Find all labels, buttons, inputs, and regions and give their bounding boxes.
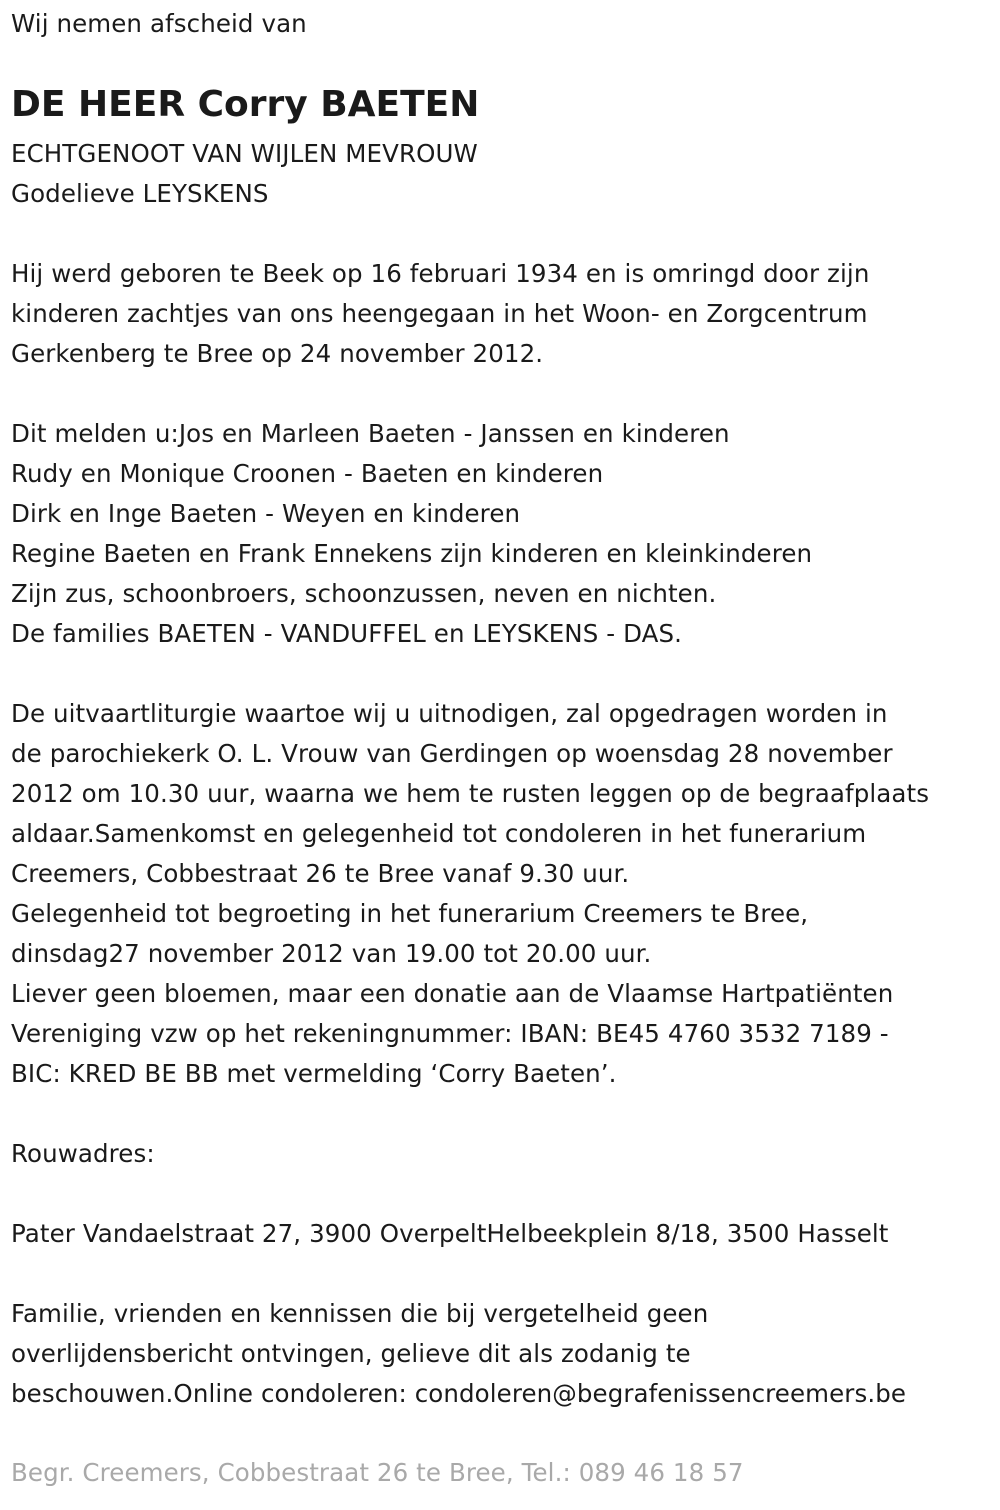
mourning-address: Pater Vandaelstraat 27, 3900 OverpeltHelbeekplein 8/18, 3500 Hasselt xyxy=(11,1219,889,1248)
address-label: Rouwadres: xyxy=(11,1139,155,1168)
funeral-line: Vereniging vzw op het rekeningnummer: IBAN: BE45 4760 3532 7189 - xyxy=(11,1019,889,1048)
funeral-line: de parochiekerk O. L. Vrouw van Gerdingen op woensdag 28 november xyxy=(11,739,893,768)
family-line: Dirk en Inge Baeten - Weyen en kinderen xyxy=(11,499,521,528)
funeral-line: Creemers, Cobbestraat 26 te Bree vanaf 9.30 uur. xyxy=(11,859,630,888)
family-line: Rudy en Monique Croonen - Baeten en kinderen xyxy=(11,459,604,488)
closing-line: overlijdensbericht ontvingen, gelieve dit als zodanig te xyxy=(11,1339,691,1368)
funeral-line: De uitvaartliturgie waartoe wij u uitnodigen, zal opgedragen worden in xyxy=(11,699,888,728)
family-line: De families BAETEN - VANDUFFEL en LEYSKENS - DAS. xyxy=(11,619,683,648)
funeral-line: dinsdag27 november 2012 van 19.00 tot 20.00 uur. xyxy=(11,939,652,968)
funeral-line: aldaar.Samenkomst en gelegenheid tot condoleren in het funerarium xyxy=(11,819,867,848)
closing-line: beschouwen.Online condoleren: condoleren@begrafenissencreemers.be xyxy=(11,1379,907,1408)
family-line: Regine Baeten en Frank Ennekens zijn kinderen en kleinkinderen xyxy=(11,539,813,568)
closing-line: Familie, vrienden en kennissen die bij vergetelheid geen xyxy=(11,1299,709,1328)
funeral-home-footer: Begr. Creemers, Cobbestraat 26 te Bree, Tel.: 089 46 18 57 xyxy=(11,1458,744,1487)
birth-line: Gerkenberg te Bree op 24 november 2012. xyxy=(11,339,544,368)
funeral-line: Gelegenheid tot begroeting in het funerarium Creemers te Bree, xyxy=(11,899,809,928)
spouse-line-1: ECHTGENOOT VAN WIJLEN MEVROUW xyxy=(11,139,478,168)
funeral-line: BIC: KRED BE BB met vermelding ‘Corry Baeten’. xyxy=(11,1059,617,1088)
family-line: Zijn zus, schoonbroers, schoonzussen, neven en nichten. xyxy=(11,579,717,608)
intro-text: Wij nemen afscheid van xyxy=(11,9,307,38)
family-line: Dit melden u:Jos en Marleen Baeten - Janssen en kinderen xyxy=(11,419,730,448)
birth-line: kinderen zachtjes van ons heengegaan in het Woon- en Zorgcentrum xyxy=(11,299,868,328)
funeral-line: Liever geen bloemen, maar een donatie aan de Vlaamse Hartpatiënten xyxy=(11,979,894,1008)
deceased-name: DE HEER Corry BAETEN xyxy=(11,84,480,125)
funeral-line: 2012 om 10.30 uur, waarna we hem te rusten leggen op de begraafplaats xyxy=(11,779,930,808)
spouse-line-2: Godelieve LEYSKENS xyxy=(11,179,269,208)
birth-line: Hij werd geboren te Beek op 16 februari 1934 en is omringd door zijn xyxy=(11,259,870,288)
